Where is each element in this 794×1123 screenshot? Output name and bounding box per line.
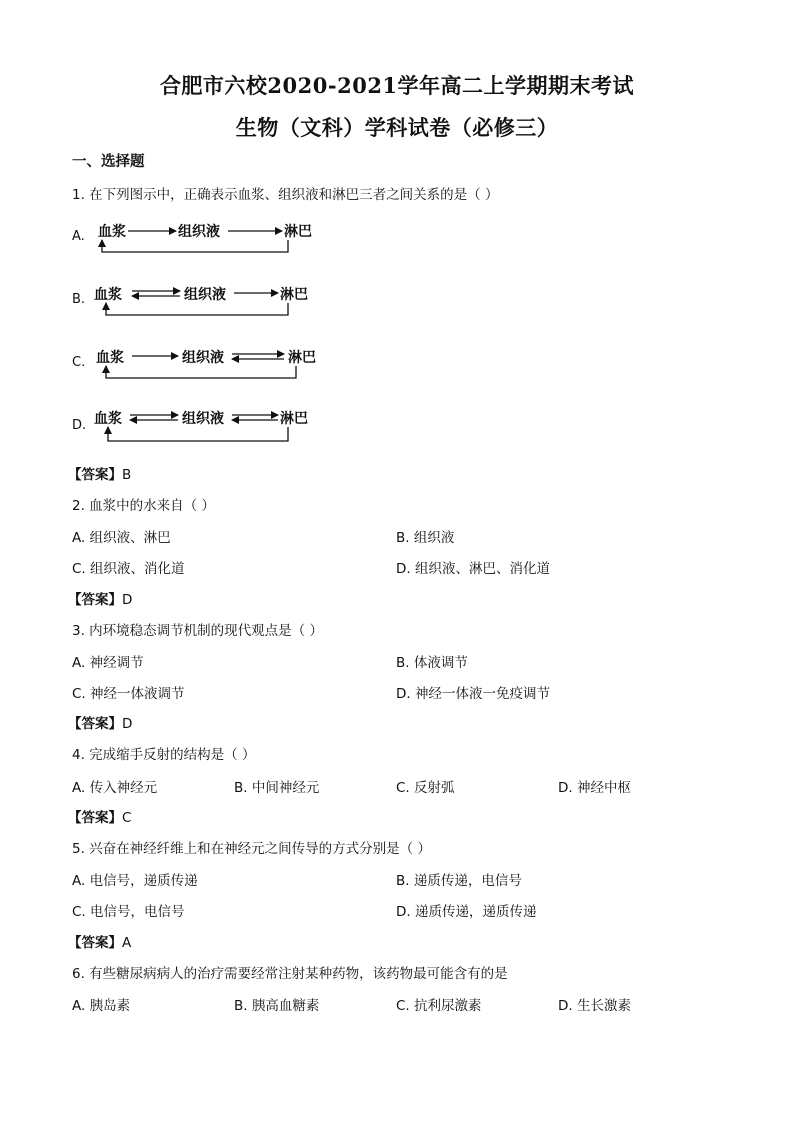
q6-option-c: C. 抗利尿激素 <box>396 998 482 1014</box>
question-4-stem: 4. 完成缩手反射的结构是（ ） <box>72 747 256 763</box>
q5-option-b: B. 递质传递，电信号 <box>396 873 522 889</box>
lymph-label: 淋巴 <box>280 287 308 303</box>
q4-option-b: B. 中间神经元 <box>234 780 320 796</box>
question-6-stem: 6. 有些糖尿病病人的治疗需要经常注射某种药物，该药物最可能含有的是 <box>72 966 508 982</box>
answer-4: 【答案】C <box>68 810 132 826</box>
tissue-fluid-label: 组织液 <box>182 411 224 427</box>
lymph-label: 淋巴 <box>280 411 308 427</box>
answer-2: 【答案】D <box>68 592 133 608</box>
lymph-label: 淋巴 <box>288 350 316 366</box>
q4-option-d: D. 神经中枢 <box>558 780 631 796</box>
tissue-fluid-label: 组织液 <box>178 224 220 240</box>
q5-option-c: C. 电信号，电信号 <box>72 904 185 920</box>
q1-option-a-label: A. <box>72 229 85 244</box>
q1-option-d-label: D. <box>72 418 87 433</box>
q1-option-b-label: B. <box>72 292 86 307</box>
q3-option-d: D. 神经一体液一免疫调节 <box>396 686 550 702</box>
document-subtitle: 生物（文科）学科试卷（必修三） <box>235 115 559 140</box>
q3-option-a: A. 神经调节 <box>72 655 144 671</box>
q1-diagram-a <box>92 218 332 258</box>
q2-option-a: A. 组织液、淋巴 <box>72 530 171 546</box>
q1-option-c-label: C. <box>72 355 86 370</box>
tissue-fluid-label: 组织液 <box>182 350 224 366</box>
answer-5: 【答案】A <box>68 935 132 951</box>
answer-3: 【答案】D <box>68 716 133 732</box>
plasma-label: 血浆 <box>94 411 122 427</box>
q1-diagram-c <box>92 344 332 384</box>
section-heading: 一、选择题 <box>72 154 145 170</box>
q3-option-c: C. 神经一体液调节 <box>72 686 185 702</box>
question-2-stem: 2. 血浆中的水来自（ ） <box>72 498 215 514</box>
lymph-label: 淋巴 <box>284 224 312 240</box>
q5-option-a: A. 电信号，递质传递 <box>72 873 198 889</box>
q2-option-d: D. 组织液、淋巴、消化道 <box>396 561 550 577</box>
q6-option-b: B. 胰高血糖素 <box>234 998 320 1014</box>
question-5-stem: 5. 兴奋在神经纤维上和在神经元之间传导的方式分别是（ ） <box>72 841 431 857</box>
q1-diagram-b <box>92 281 332 321</box>
question-1-stem: 1. 在下列图示中，正确表示血浆、组织液和淋巴三者之间关系的是（ ） <box>72 187 499 203</box>
plasma-label: 血浆 <box>98 224 126 240</box>
q4-option-a: A. 传入神经元 <box>72 780 158 796</box>
q2-option-c: C. 组织液、消化道 <box>72 561 185 577</box>
q6-option-a: A. 胰岛素 <box>72 998 131 1014</box>
q6-option-d: D. 生长激素 <box>558 998 631 1014</box>
q5-option-d: D. 递质传递，递质传递 <box>396 904 537 920</box>
plasma-label: 血浆 <box>94 287 122 303</box>
q2-option-b: B. 组织液 <box>396 530 455 546</box>
q3-option-b: B. 体液调节 <box>396 655 468 671</box>
question-3-stem: 3. 内环境稳态调节机制的现代观点是（ ） <box>72 623 323 639</box>
q4-option-c: C. 反射弧 <box>396 780 455 796</box>
tissue-fluid-label: 组织液 <box>184 287 226 303</box>
plasma-label: 血浆 <box>96 350 124 366</box>
document-title: 合肥市六校2020-2021学年高二上学期期末考试 <box>159 73 635 98</box>
q1-diagram-d <box>92 405 332 447</box>
answer-1: 【答案】B <box>68 467 132 483</box>
